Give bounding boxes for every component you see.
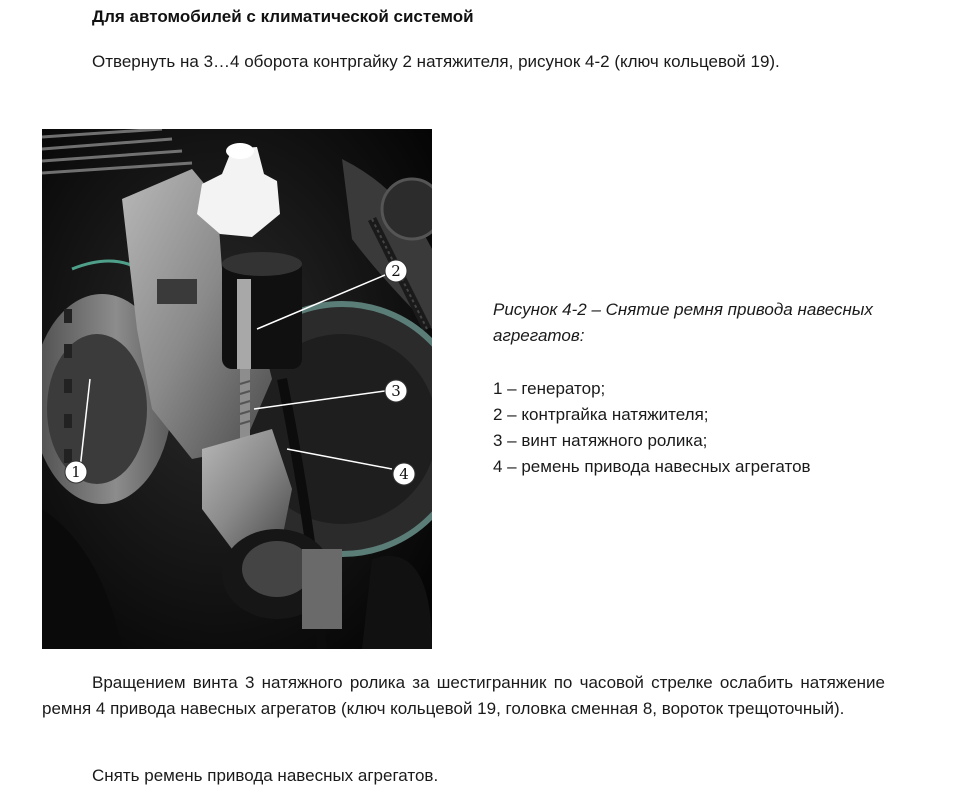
legend-item-locknut: 2 – контргайка натяжителя;	[493, 405, 709, 424]
section-heading: Для автомобилей с климатической системой	[92, 7, 474, 26]
callout-3-label: 3	[391, 382, 401, 400]
figure-legend	[493, 376, 811, 480]
callout-1	[65, 461, 87, 483]
callout-3	[385, 380, 407, 402]
callout-2	[385, 260, 407, 282]
engine-belt-photo	[42, 129, 432, 649]
callout-1-label: 1	[71, 463, 81, 481]
legend-item-generator: 1 – генератор;	[493, 379, 606, 398]
legend-item-drive-belt: 4 – ремень привода навесных агрегатов	[493, 457, 811, 476]
paragraph-remove-belt: Снять ремень привода навесных агрегатов.	[92, 766, 439, 785]
callout-4-label: 4	[399, 465, 409, 483]
paragraph-loosen-locknut: Отвернуть на 3…4 оборота контргайку 2 натяжителя, рисунок 4-2 (ключ кольцевой 19).	[92, 52, 780, 71]
callout-2-label: 2	[391, 262, 401, 280]
figure-caption: Рисунок 4-2 – Снятие ремня привода навесных агрегатов:	[493, 300, 873, 345]
callout-4	[393, 463, 415, 485]
legend-item-tension-screw: 3 – винт натяжного ролика;	[493, 431, 708, 450]
paragraph-release-tension: Вращением винта 3 натяжного ролика за шестигранник по часовой стрелке ослабить натяжение ремня 4 привода навесных агрегатов (ключ кольцевой 19, головка сменная 8, вороток трещоточный).	[42, 673, 885, 718]
